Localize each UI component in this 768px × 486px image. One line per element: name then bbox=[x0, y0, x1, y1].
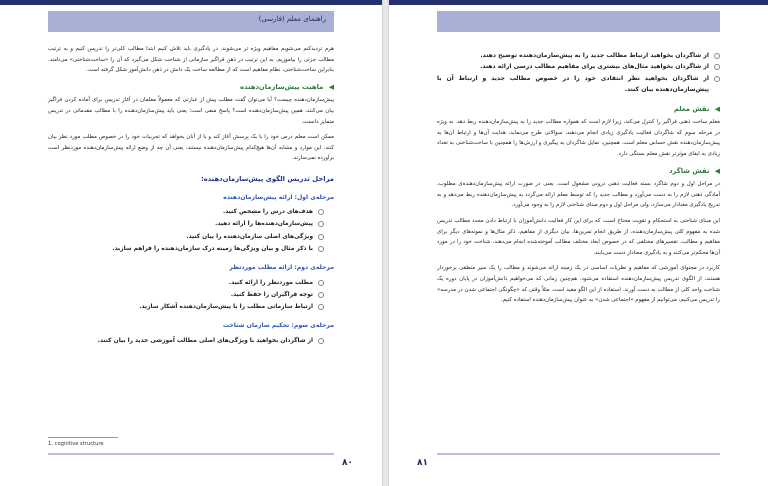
left-page-content bbox=[48, 44, 334, 347]
bullet-icon bbox=[318, 280, 324, 286]
teacher-role-paragraph: معلم ساخت ذهنی فراگیر را کنترل می‌کند، زیرا لازم است که همواره مطالب جدید را به پیش‌سازمان‌دهنده ربط دهد. به ویژه در مرحله سوم که شاگردان فعالیت یادگیری زیادی انجام می‌دهند، سوالاتی طرح می‌نماید، هدایت آن‌ها و ارتباط آن‌ها به پیش‌سازمان‌دهنده نقش حساس معلم است. همچنین، تمایل شاگردان به پیگیری و ارزش‌ها را همچنین با ساخت‌شناختی به تعداد زیادی به ایفای موثرتر نقش معلم بستگی دارد. bbox=[437, 119, 720, 157]
student-role-paragraph-2: این مبنای شناختی به استحکام و تقویت محتاج است، که برای این کار فعالیت دانش‌آموزان با ارتباط دادن مجدد مطالب تدریس شده به مفهوم کلی پیش‌سازمان‌دهنده، از طریق انجام تمرین‌ها، بیان دیگری از مفاهیم، ذکر مثال‌ها و نمونه‌های دیگر برای مفاهیم و مطالب، تفسیرهای مختلفی که در خصوص ابعاد مختلف مطالب آموخته‌شده انجام می‌دهند، شناخت خود را در مورد آن‌ها محکم‌تر می‌کنند و به یادگیری معنادار دست می‌یابند. bbox=[437, 217, 720, 256]
list-item: ارتباط سازمانی مطلب را با پیش‌سازمان‌دهنده آشکار سازید. bbox=[48, 301, 324, 313]
triangle-marker-icon: ◀ bbox=[714, 166, 720, 175]
page-number: ۸۰ bbox=[342, 458, 353, 468]
continued-list bbox=[437, 50, 720, 96]
section-heading bbox=[48, 82, 334, 93]
bullet-icon bbox=[318, 292, 324, 298]
running-header bbox=[437, 11, 720, 32]
bullet-icon bbox=[714, 76, 720, 82]
list-item: با ذکر مثال و بیان ویژگی‌ها زمینه درک سازمان‌دهنده را فراهم سازید. bbox=[48, 243, 324, 255]
stage-title: مرحله‌ی دوم: ارائه مطلب موردنظر bbox=[229, 263, 334, 271]
footnote-divider bbox=[48, 437, 118, 438]
running-header-text: راهنمای معلم (فارسی) bbox=[258, 15, 326, 23]
right-page-content bbox=[437, 50, 720, 311]
list-item: پیش‌سازمان‌دهنده‌ها را ارائه دهید. bbox=[48, 218, 324, 230]
student-role-paragraph-1: در مراحل اول و دوم شاگرد بسته فعالیت ذهنی درونی مشغول است. یعنی در صورت ارائه پیش‌سازمان‌دهنده‌ی مطلوب، آمادگی ذهنی لازم را به دست می‌آورد و مطالب جدید را که توسط معلم ارائه می‌گردد به پیش‌سازمان‌دهنده ربط می‌دهد و به تدریج یادگیری معنادار می‌سازد، ولی مراحل اول و دوم مبنای شناختی لازم را به وجود می‌آورد. bbox=[437, 181, 720, 209]
bottom-rule bbox=[48, 453, 334, 455]
intro-paragraph: هرم تردیدکنم می‌شویم مفاهیم ویژه تر می‌شوند. در یادگیری باید تلاش کنیم ابتدا مطالب کلی‌تر را تدریس کنیم و به ترتیب مطالب جزئی را بیاموزیم. به این ترتیب در ذهن فراگیر سازمانی از شناخت شکل می‌گیرد که آن را «ساخت‌شناختی» می‌نامند. بنابراین ساخت‌شناختی، نظام مفاهیم است که از مطالعه ساخت یک دانش در ذهن دانش‌آموز شکل گرفته است. bbox=[48, 46, 334, 74]
bullet-icon bbox=[318, 246, 324, 252]
bottom-rule bbox=[437, 453, 720, 455]
page-number: ۸۱ bbox=[417, 458, 428, 468]
list-item: توجه فراگیران را حفظ کنید. bbox=[48, 289, 324, 301]
list-item: ویژگی‌های اصلی سازمان‌دهنده را بیان کنید. bbox=[48, 231, 324, 243]
bullet-icon bbox=[714, 64, 720, 70]
footnote: 1. cognitive structure bbox=[48, 441, 104, 447]
list-item: از شاگردان بخواهید نظر انتقادی خود را در خصوص مطالب جدید و ارتباط آن با پیش‌سازمان‌دهنده بیان کنند. bbox=[437, 73, 720, 96]
bullet-icon bbox=[318, 304, 324, 310]
list-item: از شاگردان بخواهید با ویژگی‌های اصلی مطالب آموزشی جدید را بیان کنند. bbox=[48, 335, 324, 347]
stage-list bbox=[48, 277, 334, 314]
top-band bbox=[389, 0, 768, 5]
stage-list bbox=[48, 335, 334, 347]
left-page bbox=[0, 0, 382, 486]
bullet-icon bbox=[318, 209, 324, 215]
top-band bbox=[0, 0, 382, 5]
student-role-paragraph-3: کاربرد در مجتوای آموزشی که مفاهیم و نظریات اساسی در یک زمینه ارائه می‌شوند و مطالب را یک سیر منطقی برخوردار هستند، از الگوی تدریس پیش‌سازمان‌دهنده استفاده می‌شود. هم‌چنین زمانی که می‌خواهیم دانش‌آموزان در پایان دوره یک شناخت واحد کلی از مطالب به دست آورند. استفاده از این الگو مفید است. مثلاً وقتی که «چگونگی اجتماعی شدن در مدرسه» را تدریس می‌کنیم، می‌توانیم از مفهوم «اجتماعی شدن» به عنوان پیش‌سازمان‌دهنده استفاده کنیم. bbox=[437, 265, 720, 304]
section-heading-text: ماهیت پیش‌سازمان‌دهنده bbox=[240, 82, 324, 91]
student-role-heading: ◀ نقش شاگرد bbox=[669, 166, 720, 175]
section-paragraph-1: پیش‌سازمان‌دهنده چیست؟ آیا می‌توان گفت مطلب پیش از عبارتی که معمولاً معلمان در آغاز تدریس برای آماده کردن فراگیر بیان می‌کنند، همین پیش‌سازمان‌دهنده است؟ پاسخ منفی است؛ یعنی باید پیش‌سازمان‌دهنده را با مطالب مقدماتی در تدریس متمایز دانست. bbox=[48, 97, 334, 125]
bullet-icon bbox=[714, 53, 720, 59]
list-item: از شاگردان بخواهید ارتباط مطالب جدید را به پیش‌سازمان‌دهنده توضیح دهند. bbox=[437, 50, 720, 61]
bullet-icon bbox=[318, 221, 324, 227]
stage-title: مرحله‌ی سوم: تحکیم سازمان شناخت bbox=[222, 322, 334, 330]
stage-title: مرحله‌ی اول: ارائه پیش‌سازمان‌دهنده bbox=[223, 193, 334, 201]
triangle-marker-icon: ◀ bbox=[714, 104, 720, 113]
teacher-role-heading: ◀ نقش معلم bbox=[673, 104, 720, 113]
list-item: از شاگردان بخواهید مثال‌های بیشتری برای مفاهیم مطالب درسی ارائه دهند. bbox=[437, 61, 720, 72]
list-item: مطلب موردنظر را ارائه کنید. bbox=[48, 277, 324, 289]
right-page bbox=[389, 0, 768, 486]
bullet-icon bbox=[318, 338, 324, 344]
section-paragraph-2: ممکن است معلم درس خود را با یک پرسش آغاز کند و یا از آنان بخواهد که تجربیات خود را در خصوص مطلب مورد نظر بیان کنند. این موارد و مشابه آن‌ها هیچ‌کدام پیش‌سازمان‌دهنده نیستند، یعنی آن چه از وضع ارائه پیش‌سازمان‌دهنده موردنظر است برآورده نمی‌سازند. bbox=[48, 134, 334, 162]
bullet-icon bbox=[318, 234, 324, 240]
triangle-marker-icon: ◀ bbox=[328, 82, 334, 91]
stages-title: مراحل تدریس الگوی پیش‌سازمان‌دهنده: bbox=[201, 174, 334, 183]
stage-list bbox=[48, 206, 334, 255]
running-header bbox=[48, 11, 334, 32]
list-item: هدف‌های درس را مشخص کنید. bbox=[48, 206, 324, 218]
